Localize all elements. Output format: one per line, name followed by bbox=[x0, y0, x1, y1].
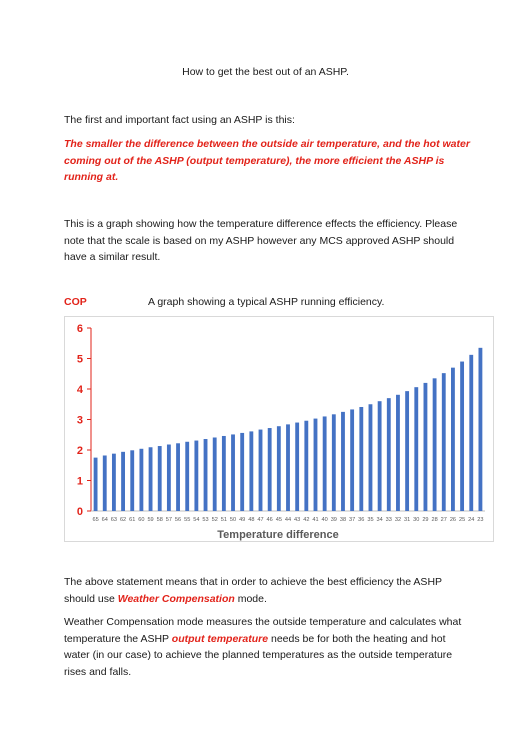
bar bbox=[158, 446, 162, 511]
chart-title: A graph showing a typical ASHP running efficiency. bbox=[148, 296, 385, 308]
x-tick-label: 50 bbox=[229, 517, 237, 523]
x-tick-label: 26 bbox=[449, 517, 457, 523]
x-tick-label: 34 bbox=[376, 517, 383, 523]
bar bbox=[213, 437, 217, 511]
x-tick-label: 62 bbox=[119, 517, 127, 523]
x-tick-label: 28 bbox=[431, 517, 438, 523]
y-tick-label: 4 bbox=[76, 384, 83, 396]
key-statement: The smaller the difference between the outside air temperature, and the hot water coming out of the ASHP (output temperature), the more efficient the ASHP is running at. bbox=[64, 138, 470, 183]
bar bbox=[442, 373, 446, 511]
x-tick-label: 37 bbox=[349, 517, 356, 523]
bar bbox=[130, 450, 134, 511]
chart-area bbox=[64, 316, 494, 542]
x-tick-label: 59 bbox=[147, 517, 154, 523]
bar bbox=[369, 404, 373, 511]
x-tick-label: 45 bbox=[275, 517, 282, 523]
above-text-end: mode. bbox=[234, 592, 267, 605]
x-axis-title: Temperature difference bbox=[217, 529, 339, 541]
bar bbox=[240, 433, 244, 511]
bar bbox=[323, 416, 327, 511]
x-tick-label: 25 bbox=[458, 517, 466, 523]
bar bbox=[121, 452, 125, 511]
bar bbox=[259, 430, 263, 511]
bar bbox=[451, 368, 455, 511]
x-tick-label: 53 bbox=[202, 517, 209, 523]
bar bbox=[139, 449, 143, 511]
x-tick-label: 38 bbox=[339, 517, 347, 523]
x-tick-label: 29 bbox=[422, 517, 429, 523]
x-tick-label: 58 bbox=[156, 517, 163, 523]
x-tick-label: 51 bbox=[220, 517, 227, 523]
bar bbox=[433, 378, 437, 511]
x-tick-label: 40 bbox=[321, 517, 328, 523]
x-tick-label: 52 bbox=[211, 517, 218, 523]
bar bbox=[359, 407, 363, 511]
chart-header bbox=[64, 296, 484, 312]
cop-label: COP bbox=[64, 296, 87, 308]
x-tick-label: 48 bbox=[248, 517, 255, 523]
bar bbox=[222, 436, 226, 511]
above-text-start: The above statement means that in order to achieve the best efficiency the ASHP should use bbox=[64, 576, 442, 605]
bar bbox=[103, 455, 107, 511]
bar bbox=[396, 395, 400, 511]
bar bbox=[249, 431, 253, 511]
weather-compensation-emphasis: Weather Compensation bbox=[117, 592, 235, 605]
x-tick-label: 49 bbox=[239, 517, 246, 523]
intro-paragraph: The first and important fact using an ASHP is this: bbox=[64, 114, 295, 126]
above-statement-paragraph bbox=[64, 574, 474, 607]
bar bbox=[194, 441, 198, 511]
bar bbox=[332, 414, 336, 511]
x-tick-label: 31 bbox=[403, 517, 411, 523]
graph-intro-paragraph: This is a graph showing how the temperature difference effects the efficiency. Please note that the scale is based on my ASHP however any MCS approved ASHP should have a similar result. bbox=[64, 218, 458, 263]
x-tick-label: 63 bbox=[110, 517, 118, 523]
bar bbox=[304, 421, 308, 511]
bar bbox=[469, 355, 473, 511]
x-tick-label: 65 bbox=[92, 517, 99, 523]
bar bbox=[424, 383, 428, 511]
x-tick-label: 24 bbox=[468, 517, 475, 523]
weather-compensation-paragraph bbox=[64, 614, 474, 680]
bar bbox=[204, 439, 208, 511]
y-tick-label: 0 bbox=[76, 506, 83, 518]
x-tick-label: 47 bbox=[257, 517, 264, 523]
bar bbox=[405, 391, 409, 511]
bar bbox=[314, 419, 318, 511]
x-tick-label: 43 bbox=[294, 517, 301, 523]
bar bbox=[94, 458, 98, 511]
bar bbox=[176, 443, 180, 511]
weather-text-start: Weather Compensation mode measures the outside temperature and calculates what temperature the ASHP bbox=[64, 616, 462, 645]
x-tick-label: 30 bbox=[413, 517, 420, 523]
x-tick-label: 46 bbox=[266, 517, 273, 523]
bar bbox=[268, 428, 272, 511]
x-tick-label: 54 bbox=[193, 517, 200, 523]
x-tick-label: 33 bbox=[385, 517, 392, 523]
bar bbox=[350, 409, 354, 511]
x-tick-label: 27 bbox=[440, 517, 447, 523]
x-tick-label: 56 bbox=[174, 517, 182, 523]
bar bbox=[149, 447, 153, 511]
x-tick-label: 61 bbox=[129, 517, 136, 523]
x-tick-label: 39 bbox=[330, 517, 337, 523]
bar bbox=[112, 454, 116, 511]
y-tick-label: 5 bbox=[76, 353, 83, 366]
x-tick-label: 42 bbox=[303, 517, 310, 523]
bar bbox=[341, 412, 345, 511]
bar bbox=[295, 423, 299, 511]
x-tick-label: 57 bbox=[165, 517, 173, 523]
bar bbox=[414, 387, 418, 511]
cop-bar-chart bbox=[65, 317, 495, 543]
x-tick-label: 44 bbox=[284, 517, 292, 523]
bar bbox=[478, 348, 482, 511]
y-tick-label: 3 bbox=[76, 414, 83, 427]
bar bbox=[378, 401, 382, 511]
x-tick-label: 60 bbox=[138, 517, 145, 523]
x-tick-label: 35 bbox=[367, 517, 374, 523]
bar bbox=[167, 445, 171, 511]
bar bbox=[460, 362, 464, 511]
bar bbox=[387, 398, 391, 511]
x-tick-label: 41 bbox=[312, 517, 319, 523]
page-title: How to get the best out of an ASHP. bbox=[182, 66, 349, 78]
output-temperature-emphasis: output temperature bbox=[171, 632, 269, 645]
y-tick-label: 1 bbox=[76, 475, 83, 488]
x-tick-label: 32 bbox=[394, 517, 402, 523]
x-tick-label: 23 bbox=[477, 517, 484, 523]
x-tick-label: 64 bbox=[101, 517, 108, 523]
weather-text-end: needs be for both the heating and hot water (in our case) to achieve the planned temperatures as the outside temperature rises and falls. bbox=[64, 632, 453, 678]
bar bbox=[277, 426, 281, 511]
bar bbox=[286, 424, 290, 511]
bar bbox=[185, 442, 189, 511]
bar bbox=[231, 434, 235, 511]
x-tick-label: 36 bbox=[358, 517, 365, 523]
x-tick-label: 55 bbox=[184, 517, 191, 523]
y-tick-label: 6 bbox=[76, 323, 83, 335]
y-tick-label: 2 bbox=[76, 445, 83, 457]
